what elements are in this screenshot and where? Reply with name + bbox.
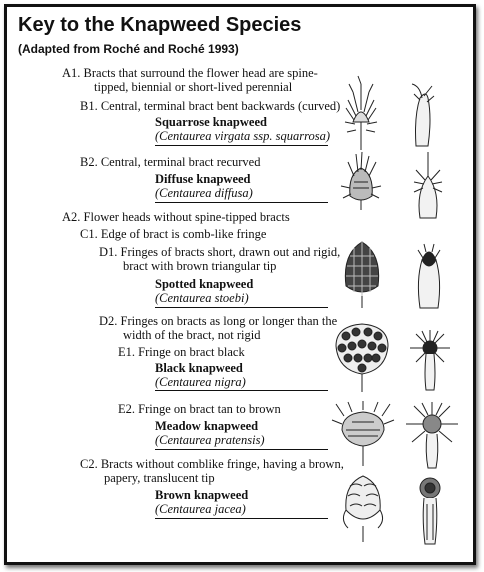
brown-scientific: (Centaurea jacea) [155, 502, 246, 516]
page-title: Key to the Knapweed Species [18, 14, 302, 36]
spotted-flower-head-illustration [338, 236, 386, 310]
spotted-name: Spotted knapweed [155, 277, 254, 291]
brown-bract-illustration [412, 470, 448, 546]
black-name: Black knapweed [155, 361, 243, 375]
key-e1: E1. Fringe on bract black [118, 345, 245, 359]
key-c2-line1: C2. Bracts without comblike fringe, having a brown, [80, 457, 344, 471]
meadow-flower-head-illustration [330, 400, 396, 468]
diffuse-name: Diffuse knapweed [155, 172, 251, 186]
key-c1: C1. Edge of bract is comb-like fringe [80, 227, 267, 241]
key-a1-line2: tipped, biennial or short-lived perennial [94, 80, 293, 94]
black-bract-illustration [404, 328, 456, 392]
squarrose-rule [155, 145, 328, 146]
diffuse-bract-illustration [408, 148, 448, 222]
spotted-scientific: (Centaurea stoebi) [155, 291, 249, 305]
key-d1-line1: D1. Fringes of bracts short, drawn out and rigid, [99, 245, 341, 259]
squarrose-bract-illustration [402, 76, 442, 148]
spotted-bract-illustration [412, 240, 446, 310]
spotted-rule [155, 307, 328, 308]
meadow-scientific: (Centaurea pratensis) [155, 433, 265, 447]
black-scientific: (Centaurea nigra) [155, 375, 246, 389]
meadow-bract-illustration [402, 400, 462, 470]
meadow-name: Meadow knapweed [155, 419, 259, 433]
key-d2-line1: D2. Fringes on bracts as long or longer than the [99, 314, 338, 328]
brown-flower-head-illustration [338, 470, 388, 544]
key-b1: B1. Central, terminal bract bent backwards (curved) [80, 99, 341, 113]
brown-name: Brown knapweed [155, 488, 249, 502]
diffuse-flower-head-illustration [336, 146, 386, 212]
key-d1-line2: bract with brown triangular tip [123, 259, 277, 273]
black-flower-head-illustration [330, 322, 394, 394]
squarrose-name: Squarrose knapweed [155, 115, 267, 129]
key-e2: E2. Fringe on bract tan to brown [118, 402, 281, 416]
key-d2-line2: width of the bract, not rigid [123, 328, 261, 342]
key-a1-line1: A1. Bracts that surround the flower head are spine- [62, 66, 318, 80]
squarrose-flower-head-illustration [336, 72, 386, 152]
key-b2: B2. Central, terminal bract recurved [80, 155, 261, 169]
squarrose-scientific: (Centaurea virgata ssp. squarrosa) [155, 129, 330, 143]
meadow-rule [155, 449, 328, 450]
black-rule [155, 390, 328, 391]
key-a2: A2. Flower heads without spine-tipped bracts [62, 210, 290, 224]
brown-rule [155, 518, 328, 519]
key-c2-line2: papery, translucent tip [104, 471, 215, 485]
page-subtitle: (Adapted from Roché and Roché 1993) [18, 42, 239, 56]
diffuse-scientific: (Centaurea diffusa) [155, 186, 253, 200]
diffuse-rule [155, 202, 328, 203]
